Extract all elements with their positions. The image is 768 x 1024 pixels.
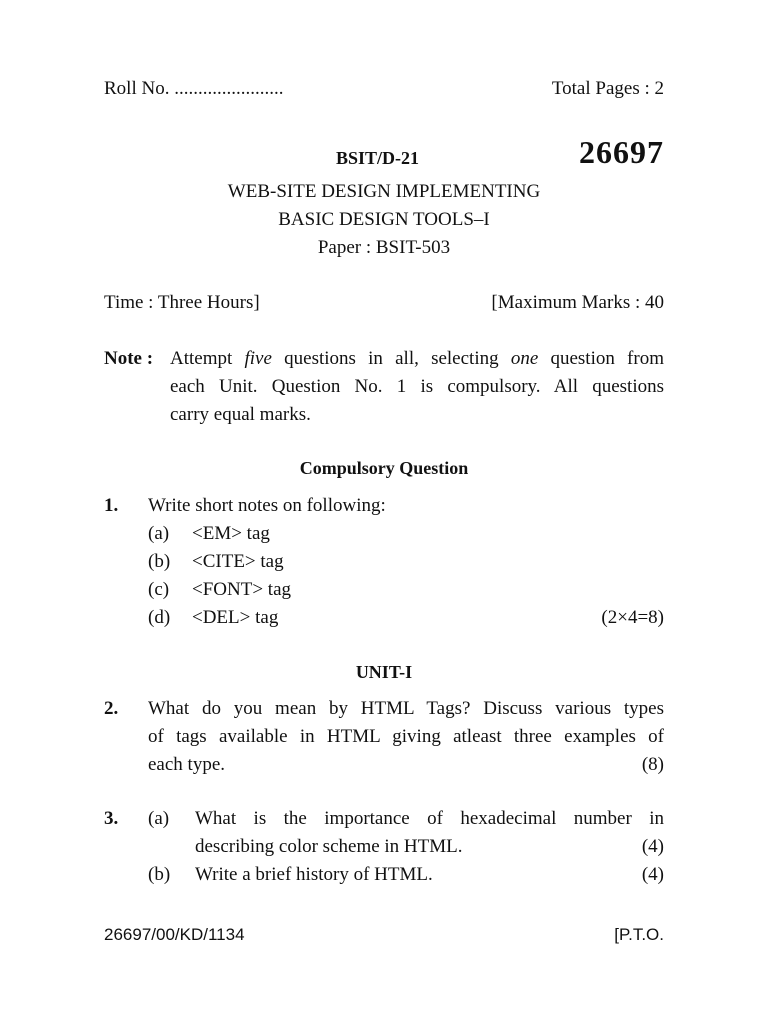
question-line-2: describing color scheme in HTML. bbox=[195, 836, 463, 857]
question-line-1: What is the importance of hexadecimal number in bbox=[195, 808, 664, 829]
item-label: (a) bbox=[148, 808, 170, 829]
item-text: <FONT> tag bbox=[192, 579, 292, 600]
unit-heading: UNIT-I bbox=[355, 662, 413, 682]
question-marks: (4) bbox=[641, 864, 664, 885]
item-text: <DEL> tag bbox=[192, 607, 279, 628]
question-line-2: of tags available in HTML giving atleast three examples of bbox=[148, 726, 664, 747]
question-text: Write short notes on following: bbox=[148, 495, 386, 516]
footer-pto: [P.T.O. bbox=[614, 925, 664, 944]
item-text: <CITE> tag bbox=[192, 551, 284, 572]
question-number: 1. bbox=[104, 495, 119, 516]
footer-code: 26697/00/KD/1134 bbox=[104, 925, 245, 944]
question-marks: (2×4=8) bbox=[601, 607, 664, 628]
paper-code: BSIT/D-21 bbox=[336, 148, 420, 168]
max-marks: [Maximum Marks : 40 bbox=[491, 292, 664, 313]
title-line-1: WEB-SITE DESIGN IMPLEMENTING bbox=[227, 181, 541, 202]
item-label: (b) bbox=[148, 864, 171, 885]
total-pages: Total Pages : 2 bbox=[551, 78, 664, 99]
note-line-2: each Unit. Question No. 1 is compulsory. All questions bbox=[170, 376, 664, 397]
question-line-3: each type. bbox=[148, 754, 226, 775]
exam-time: Time : Three Hours] bbox=[104, 292, 260, 313]
question-marks: (4) bbox=[641, 836, 664, 857]
item-label: (a) bbox=[148, 523, 170, 544]
question-marks: (8) bbox=[641, 754, 664, 775]
note-label: Note : bbox=[104, 348, 154, 369]
item-text: <EM> tag bbox=[192, 523, 270, 544]
note-line-1: Attempt five questions in all, selecting one question from bbox=[170, 348, 664, 369]
paper-number: Paper : BSIT-503 bbox=[317, 237, 451, 258]
item-label: (c) bbox=[148, 579, 170, 600]
note-line-3: carry equal marks. bbox=[170, 404, 311, 425]
question-text: Write a brief history of HTML. bbox=[195, 864, 433, 885]
roll-number: Roll No. ....................... bbox=[104, 78, 284, 99]
item-label: (d) bbox=[148, 607, 171, 628]
question-line-1: What do you mean by HTML Tags? Discuss various types bbox=[148, 698, 664, 719]
exam-code: 26697 bbox=[579, 134, 664, 170]
question-number: 3. bbox=[104, 808, 119, 829]
question-number: 2. bbox=[104, 698, 119, 719]
title-line-2: BASIC DESIGN TOOLS–I bbox=[278, 209, 490, 230]
item-label: (b) bbox=[148, 551, 171, 572]
compulsory-heading: Compulsory Question bbox=[299, 458, 469, 478]
